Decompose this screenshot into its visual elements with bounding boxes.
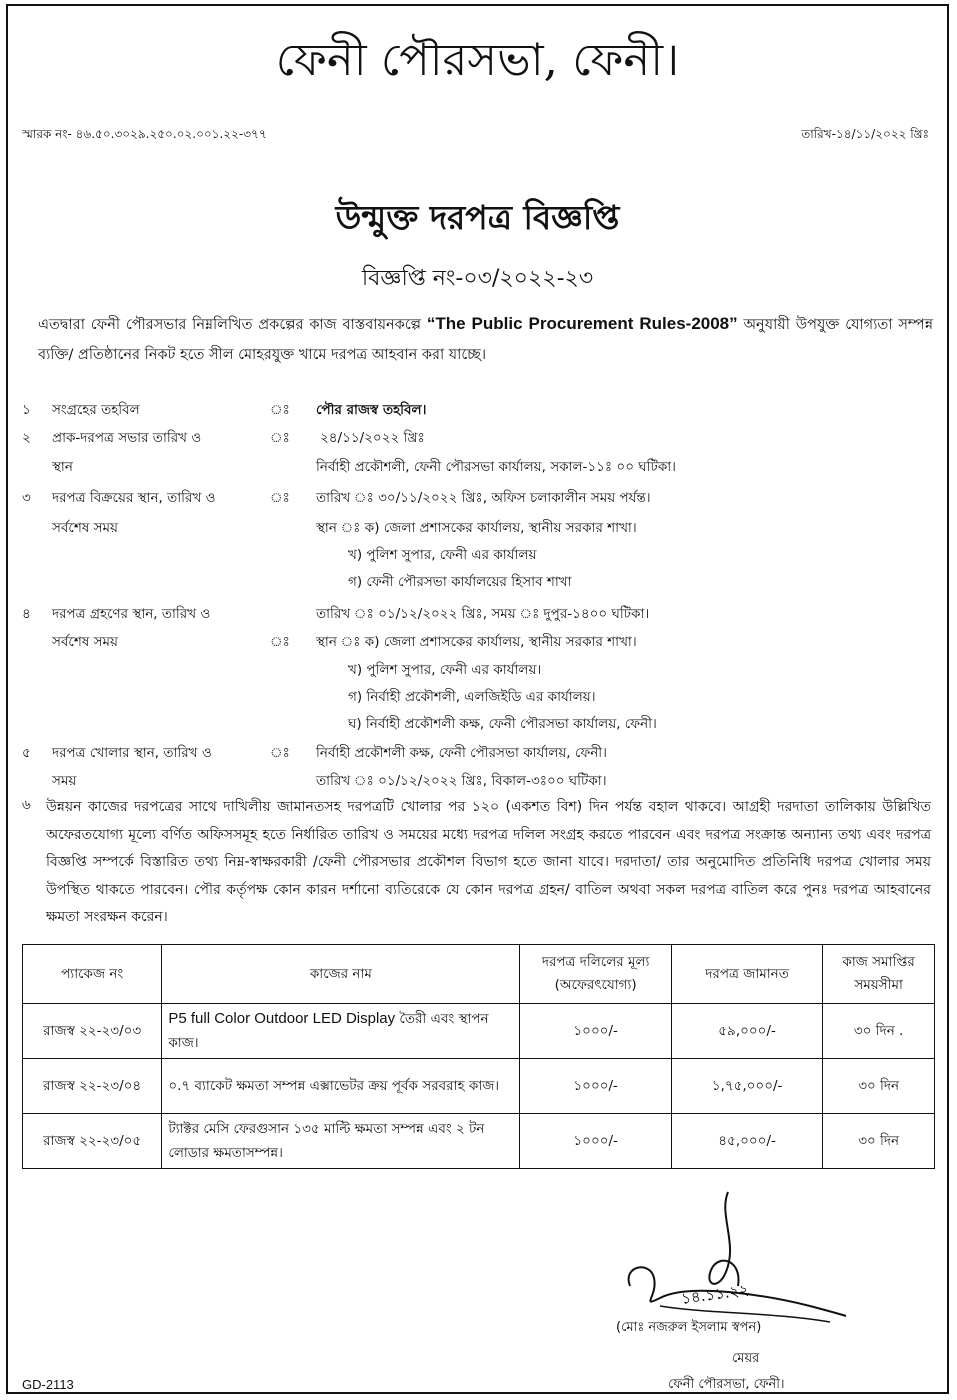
table-row <box>23 1059 935 1114</box>
cell-security: ৫৯,০০০/- <box>671 1004 822 1059</box>
notice-document <box>6 4 949 1394</box>
item-date: তারিখ ঃ ৩০/১১/২০২২ খ্রিঃ, অফিস চলাকালীন সময় পর্যন্ত। <box>316 490 651 506</box>
signature-date: ১৪.১১.২২ <box>680 1280 750 1308</box>
item-label: দরপত্র খোলার স্থান, তারিখ ও <box>52 745 212 761</box>
item-label: দরপত্র বিক্রয়ের স্থান, তারিখ ও <box>52 490 216 506</box>
item-place-3: গ) নির্বাহী প্রকৌশলী, এলজিইডি এর কার্যালয়। <box>348 689 596 705</box>
item-colon: ঃ <box>270 634 290 650</box>
cell-time: ৩০ দিন <box>823 1114 935 1169</box>
item-colon: ঃ <box>270 402 290 418</box>
cell-time: ৩০ দিন . <box>823 1004 935 1059</box>
item-label: দরপত্র গ্রহণের স্থান, তারিখ ও <box>52 606 211 622</box>
item-number: ৩ <box>22 490 31 506</box>
header-package: প্যাকেজ নং <box>23 945 162 1004</box>
item-colon: ঃ <box>270 490 290 506</box>
cell-package: রাজস্ব ২২-২৩/০৩ <box>23 1004 162 1059</box>
cell-work <box>162 1004 520 1059</box>
tender-table <box>22 944 935 1169</box>
item-place-2: খ) পুলিশ সুপার, ফেনী এর কার্যালয় <box>348 547 537 563</box>
item-label: সংগ্রহের তহবিল <box>52 402 140 418</box>
item-number: ২ <box>22 430 31 446</box>
item-colon: ঃ <box>270 745 290 761</box>
item-number: ৫ <box>22 745 31 761</box>
item-place-4: ঘ) নির্বাহী প্রকৌশলী কক্ষ, ফেনী পৌরসভা কার্যালয়, ফেনী। <box>348 716 657 732</box>
item-place-1: স্থান ঃ ক) জেলা প্রশাসকের কার্যালয়, স্থানীয় সরকার শাখা। <box>316 634 637 650</box>
item-number: ৪ <box>22 606 31 622</box>
item-value: নির্বাহী প্রকৌশলী কক্ষ, ফেনী পৌরসভা কার্যালয়, ফেনী। <box>316 745 607 761</box>
signer-name: (মোঃ নজরুল ইসলাম স্বপন) <box>616 1320 762 1335</box>
item-date: তারিখ ঃ ০১/১২/২০২২ খ্রিঃ, সময় ঃ দুপুর-১৪০০ ঘটিকা। <box>316 606 650 622</box>
issue-date: তারিখ-১৪/১১/২০২২ খ্রিঃ <box>801 127 929 141</box>
signer-office: ফেনী পৌরসভা, ফেনী। <box>668 1377 785 1392</box>
item-number: ১ <box>22 402 31 418</box>
header-security: দরপত্র জামানত <box>671 945 822 1004</box>
header-price <box>520 945 672 1004</box>
intro-text-1: এতদ্বারা ফেনী পৌরসভার নিম্নলিখিত প্রকল্পের কাজ বাস্তবায়নকল্পে <box>38 317 421 333</box>
header-time-line1: কাজ সমাপ্তির <box>842 954 915 970</box>
cell-package: রাজস্ব ২২-২৩/০৫ <box>23 1114 162 1169</box>
item-colon: ঃ <box>270 430 290 446</box>
item-value: ২৪/১১/২০২২ খ্রিঃ <box>320 430 425 446</box>
header-price-line2: (অফেরৎযোগ্য) <box>554 977 637 993</box>
cell-work-en: P5 full Color Outdoor LED Display <box>168 1010 396 1027</box>
cell-work-bn: তৈরী এবং স্থাপন কাজ। <box>168 1011 489 1051</box>
item-label-cont: সর্বশেষ সময় <box>52 634 118 650</box>
item-value: পৌর রাজস্ব তহবিল। <box>316 402 427 418</box>
cell-work: ট্যাক্টর মেসি ফেরগুসান ১৩৫ মাল্টি ক্ষমতা সম্পন্ন এবং ২ টন লোডার ক্ষমতাসম্পন্ন। <box>162 1114 520 1169</box>
cell-package: রাজস্ব ২২-২৩/০৪ <box>23 1059 162 1114</box>
signature-scribble <box>620 1186 850 1326</box>
item-value-cont: নির্বাহী প্রকৌশলী, ফেনী পৌরসভা কার্যালয়, সকাল-১১ঃ ০০ ঘটিকা। <box>316 459 677 475</box>
signer-title: মেয়র <box>732 1351 760 1366</box>
table-header-row <box>23 945 935 1004</box>
cell-security: ৪৫,০০০/- <box>671 1114 822 1169</box>
header-time-line2: সময়সীমা <box>854 977 903 993</box>
cell-time: ৩০ দিন <box>823 1059 935 1114</box>
header-work: কাজের নাম <box>162 945 520 1004</box>
item-place-1: স্থান ঃ ক) জেলা প্রশাসকের কার্যালয়, স্থানীয় সরকার শাখা। <box>316 520 637 536</box>
item-label: প্রাক-দরপত্র সভার তারিখ ও <box>52 430 202 446</box>
cell-price: ১০০০/- <box>520 1114 672 1169</box>
cell-price: ১০০০/- <box>520 1004 672 1059</box>
table-row <box>23 1004 935 1059</box>
item-value-cont: তারিখ ঃ ০১/১২/২০২২ খ্রিঃ, বিকাল-৩ঃ০০ ঘটিকা। <box>316 773 607 789</box>
header-time <box>823 945 935 1004</box>
memo-number: স্মারক নং- ৪৬.৫০.৩০২৯.২৫০.০২.০০১.২২-৩৭৭ <box>22 127 267 141</box>
cell-work: ০.৭ ব্যাকেট ক্ষমতা সম্পন্ন এক্সাভেটর ক্রয় পূর্বক সরবরাহ কাজ। <box>162 1059 520 1114</box>
item-place-2: খ) পুলিশ সুপার, ফেনী এর কার্যালয়। <box>348 662 542 678</box>
item-label-cont: স্থান <box>52 459 73 475</box>
list-item-6-text: উন্নয়ন কাজের দরপত্রের সাথে দাখিলীয় জামানতসহ দরপত্রটি খোলার পর ১২০ (একশত বিশ) দিন পর্যন্ত বহাল থাকবে। আগ্রহী দরদাতা তালিকায় উল্লিখিত অফেরতযোগ্য মূল্যে বর্ণিত অফিসসমূহ হতে নির্ধারিত তারিখ ও সময়ের মধ্যে দরপত্র দলিল সংগ্রহ করতে পারবেন এবং দরপত্র সংক্রান্ত অন্যান্য তথ্য এবং দরপত্র বিজ্ঞপ্তি সম্পর্কে বিস্তারিত তথ্য নিম্ন-স্বাক্ষরকারী /ফেনী পৌরসভার প্রকৌশল বিভাগ হতে জানা যাবে। দরদাতা/ তার অনুমোদিত প্রতিনিধি দরপত্র খোলার সময় উপস্থিত থাকতে পারবেন। পৌর কর্তৃপক্ষ কোন কারন দর্শানো ব্যতিরেকে যে কোন দরপত্র গ্রহন/ বাতিল অথবা সকল দরপত্র বাতিল করে পুনঃ দরপত্র আহবানের ক্ষমতা সংরক্ষন করেন। <box>46 799 931 925</box>
intro-paragraph <box>38 309 933 370</box>
municipality-title: ফেনী পৌরসভা, ফেনী। <box>275 33 680 86</box>
header-price-line1: দরপত্র দলিলের মূল্য <box>541 954 650 970</box>
item-label-cont: সর্বশেষ সময় <box>52 520 118 536</box>
table-row <box>23 1114 935 1169</box>
document-code: GD-2113 <box>22 1377 74 1392</box>
notice-title: উন্মুক্ত দরপত্র বিজ্ঞপ্তি <box>335 198 620 237</box>
item-number-6: ৬ <box>22 797 31 813</box>
item-label-cont: সময় <box>52 773 77 789</box>
cell-security: ১,৭৫,০০০/- <box>671 1059 822 1114</box>
intro-text-2: অনুযায়ী উপযুক্ত যোগ্যতা সম্পন্ন ব্যক্তি/ প্রতিষ্ঠানের নিকট হতে সীল মোহরযুক্ত খামে দরপত্র আহবান করা যাচ্ছে। <box>38 317 933 363</box>
procurement-rules-ref: “The Public Procurement Rules-2008” <box>426 314 738 333</box>
notice-number: বিজ্ঞপ্তি নং-০৩/২০২২-২৩ <box>361 266 594 291</box>
cell-price: ১০০০/- <box>520 1059 672 1114</box>
item-place-3: গ) ফেনী পৌরসভা কার্যালয়ের হিসাব শাখা <box>348 574 572 590</box>
